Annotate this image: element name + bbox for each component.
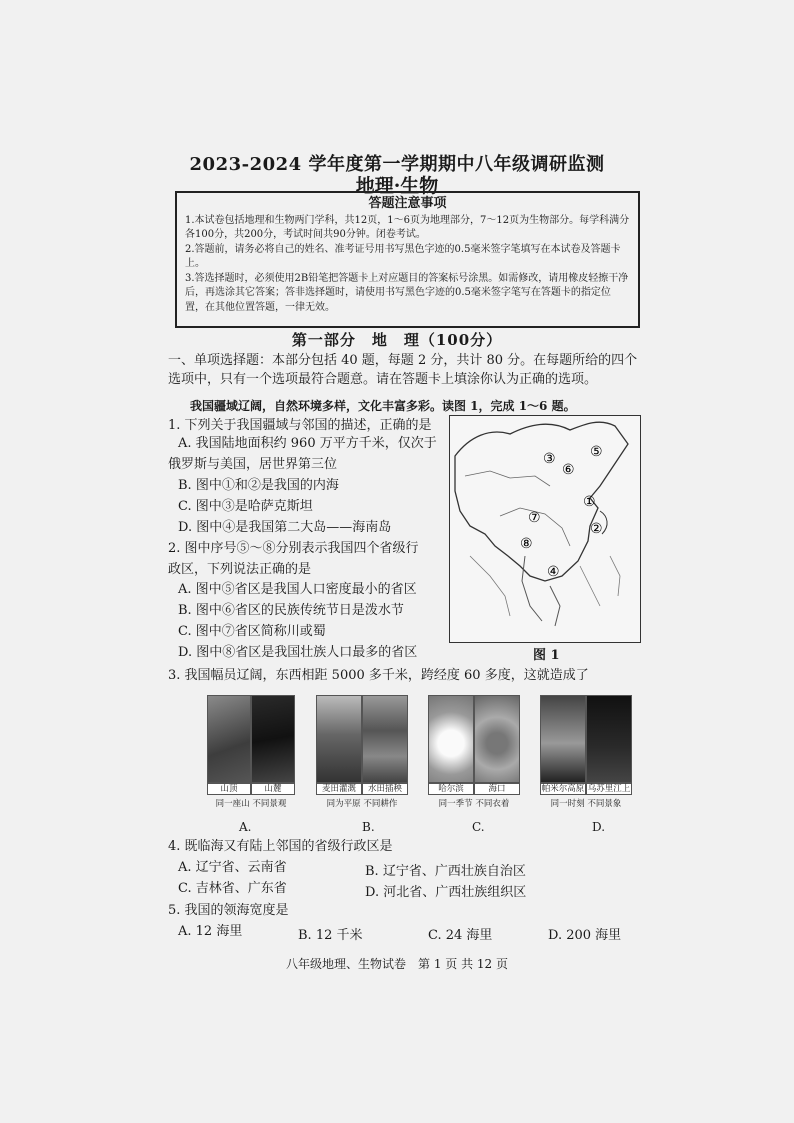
photo-caption: 山顶 [207, 783, 251, 795]
photo-caption: 山麓 [251, 783, 295, 795]
q1-option-a-cont: 俄罗斯与美国，居世界第三位 [168, 457, 338, 472]
map-marker-8: ⑧ [520, 536, 533, 552]
q4-option-b: B. 辽宁省、广西壮族自治区 [365, 864, 526, 879]
question-2-stem-cont: 政区，下列说法正确的是 [168, 562, 312, 577]
q5-option-d: D. 200 海里 [548, 928, 622, 943]
question-1-stem: 1. 下列关于我国疆域与邻国的描述，正确的是 [168, 418, 432, 433]
notice-item: 3.答选择题时，必须使用2B铅笔把答题卡上对应题目的答案标号涂黑。如需修改，请用橡皮轻擦干净后，再选涂其它答案；答非选择题时，请使用书写黑色字迹的0.5毫米签字笔写在答题卡的指定位置，在其他位置答题，一律无效。 [185, 272, 629, 313]
photo-subtitle: 同一时刻 不同景象 [550, 799, 622, 809]
photo-caption: 水田插秧 [362, 783, 408, 795]
photo-subtitle: 同为平原 不同耕作 [326, 799, 398, 809]
section-instructions: 一、单项选择题：本部分包括 40 题，每题 2 分，共计 80 分。在每题所给的四个选项中，只有一个选项最符合题意。请在答题卡上填涂你认为正确的选项。 [168, 353, 638, 387]
q2-option-d: D. 图中⑧省区是我国壮族人口最多的省区 [178, 645, 418, 660]
map-marker-4: ④ [547, 564, 560, 580]
part-title: 第一部分 地 理（100分） [291, 331, 503, 349]
photo-caption: 麦田灌溉 [316, 783, 362, 795]
china-map-svg [450, 416, 640, 642]
map-marker-1: ① [583, 494, 596, 510]
q5-option-a: A. 12 海里 [178, 924, 243, 939]
map-marker-5: ⑤ [590, 444, 603, 460]
exam-title: 2023-2024 学年度第一学期期中八年级调研监测 [189, 154, 605, 175]
map-marker-2: ② [590, 521, 603, 537]
mountain-top-photo [207, 695, 251, 783]
photo-subtitle: 同一季节 不同衣着 [438, 799, 510, 809]
exam-subtitle: 地理·生物 [355, 175, 439, 197]
q5-option-c: C. 24 海里 [428, 928, 493, 943]
wheat-irrigation-photo [316, 695, 362, 783]
q3-option-b-label: B. [362, 820, 375, 834]
notice-item: 1.本试卷包括地理和生物两门学科，共12页，1～6页为地理部分，7～12页为生物部分。每学科满分各100分，共200分，考试时间共90分钟。闭卷考试。 [185, 214, 630, 240]
q3-option-a-label: A. [239, 820, 252, 834]
map-marker-3: ③ [543, 451, 556, 467]
q2-option-a: A. 图中⑤省区是我国人口密度最小的省区 [178, 582, 417, 597]
q4-option-c: C. 吉林省、广东省 [178, 881, 287, 896]
question-5-stem: 5. 我国的领海宽度是 [168, 903, 289, 918]
option-a-photo-pair [207, 695, 295, 807]
question-3-stem: 3. 我国幅员辽阔，东西相距 5000 多千米，跨经度 60 多度，这就造成了 [168, 668, 589, 683]
reading-prompt: 我国疆域辽阔，自然环境多样，文化丰富多彩。读图 1，完成 1～6 题。 [190, 399, 576, 413]
q5-option-b: B. 12 千米 [298, 928, 363, 943]
q1-option-a: A. 我国陆地面积约 960 万平方千米，仅次于 [178, 436, 437, 451]
photo-caption: 帕米尔高原 [541, 784, 585, 794]
question-2-stem: 2. 图中序号⑤～⑧分别表示我国四个省级行 [168, 541, 419, 556]
pamir-plateau-photo [540, 695, 586, 783]
q2-option-b: B. 图中⑥省区的民族传统节日是泼水节 [178, 603, 404, 618]
figure-label: 图 1 [533, 648, 560, 663]
mountain-foot-photo [251, 695, 295, 783]
photo-caption: 海口 [474, 783, 520, 795]
q1-option-d: D. 图中④是我国第二大岛——海南岛 [178, 520, 392, 535]
q1-option-b: B. 图中①和②是我国的内海 [178, 478, 339, 493]
q2-option-c: C. 图中⑦省区简称川或蜀 [178, 624, 326, 639]
photo-caption: 哈尔滨 [428, 783, 474, 795]
question-4-stem: 4. 既临海又有陆上邻国的省级行政区是 [168, 839, 393, 854]
q4-option-a: A. 辽宁省、云南省 [178, 860, 287, 875]
q1-option-c: C. 图中③是哈萨克斯坦 [178, 499, 313, 514]
option-c-photo-pair [428, 695, 520, 807]
haikou-person-photo [474, 695, 520, 783]
q4-option-d: D. 河北省、广西壮族组织区 [365, 885, 527, 900]
map-marker-6: ⑥ [562, 462, 575, 478]
china-map-figure [449, 415, 641, 643]
wusuli-river-photo [586, 695, 632, 783]
option-b-photo-pair [316, 695, 408, 807]
option-d-photo-pair [540, 695, 632, 807]
q3-option-d-label: D. [592, 820, 606, 834]
page-footer: 八年级地理、生物试卷 第 1 页 共 12 页 [286, 957, 508, 971]
q3-option-c-label: C. [472, 820, 485, 834]
harbin-snowman-photo [428, 695, 474, 783]
notice-item: 2.答题前，请务必将自己的姓名、准考证号用书写黑色字迹的0.5毫米签字笔填写在本试卷及答题卡上。 [185, 243, 621, 269]
photo-subtitle: 同一座山 不同景观 [215, 799, 287, 809]
photo-caption: 乌苏里江上 [587, 784, 631, 794]
rice-transplant-photo [362, 695, 408, 783]
map-marker-7: ⑦ [528, 510, 541, 526]
notice-heading: 答题注意事项 [368, 196, 447, 211]
notice-box [175, 191, 640, 328]
